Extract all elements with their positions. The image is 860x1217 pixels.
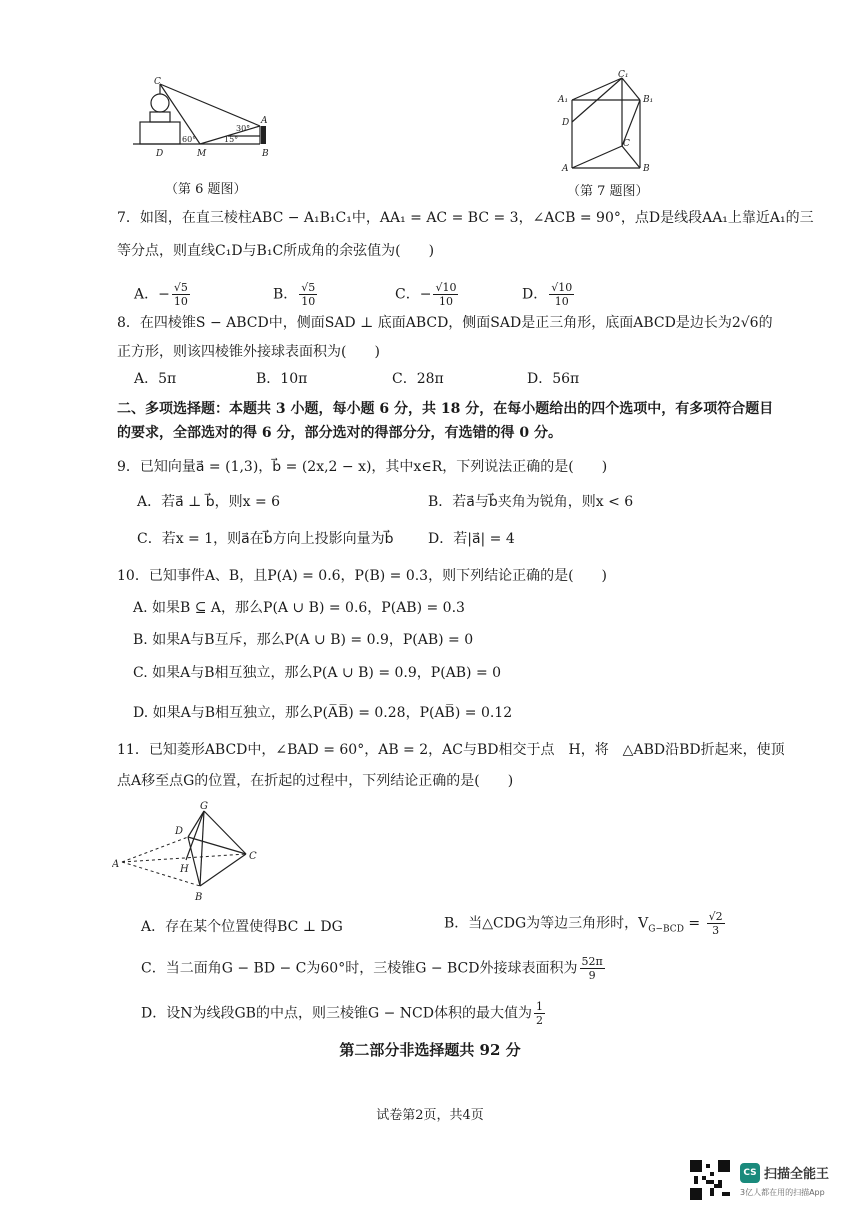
qr-code-icon <box>690 1160 730 1200</box>
figure-6 <box>128 76 288 166</box>
q11-option-b-num: √2 <box>708 910 723 923</box>
q7-option-d-num: √10 <box>551 281 573 294</box>
fig11-label-h: H <box>180 864 189 875</box>
scanner-tagline: 3亿人都在用的扫描App <box>740 1188 825 1197</box>
fig6-label-m: M <box>197 149 207 159</box>
q11-option-c-num: 52π <box>581 955 603 968</box>
q7-option-d <box>522 281 576 308</box>
q7-option-c-num: √10 <box>435 281 457 294</box>
q10-option-d: D. 如果A与B相互独立，那么P(A̅B̅) = 0.28，P(AB̅) = 0.12 <box>133 705 513 721</box>
figure-11 <box>112 797 272 905</box>
q9-option-d: D．若|a⃗| = 4 <box>428 531 515 547</box>
q11-option-b-text: B．当△CDG为等边三角形时，V <box>444 915 649 932</box>
q7-option-b <box>273 281 319 308</box>
page-footer: 试卷第2页，共4页 <box>376 1108 484 1123</box>
q11-option-a: A．存在某个位置使得BC ⊥ DG <box>141 919 343 935</box>
fig7-label-b: B <box>643 164 650 174</box>
q11-option-b-fraction <box>707 910 725 937</box>
fig6-label-b: B <box>262 149 269 159</box>
q10-option-c: C. 如果A与B相互独立，那么P(A ∪ B) = 0.9，P(AB) = 0 <box>133 665 502 681</box>
fig6-angle-15: 15° <box>224 135 239 144</box>
q7-option-a-fraction <box>172 281 190 308</box>
q7-option-d-fraction <box>549 281 574 308</box>
q11-stem-line1: 11．已知菱形ABCD中，∠BAD = 60°，AB = 2，AC与BD相交于点 H，将 △ABD沿BD折起来，使顶 <box>117 742 785 758</box>
fig7-label-a: A <box>562 164 569 174</box>
q11-option-b <box>444 910 727 939</box>
scanner-logo-icon: CS <box>740 1163 760 1183</box>
fig6-label-c: C <box>154 77 161 87</box>
q9-stem: 9．已知向量a⃗ = (1,3)，b⃗ = (2x,2 − x)，其中x∈R，下列说法正确的是( ) <box>117 459 608 475</box>
q11-option-b-sub: G−BCD <box>648 924 684 935</box>
fig7-label-d: D <box>562 118 570 128</box>
section2-heading-line2: 的要求，全部选对的得 6 分，部分选对的得部分分，有选错的得 0 分。 <box>117 425 562 441</box>
part2-heading: 第二部分非选择题共 92 分 <box>339 1041 521 1059</box>
fig6-label-d: D <box>156 149 164 159</box>
fig7-label-c1: C₁ <box>618 70 629 80</box>
figure-7 <box>556 70 666 174</box>
q7-option-b-fraction <box>299 281 317 308</box>
q10-stem: 10．已知事件A、B，且P(A) = 0.6，P(B) = 0.3，则下列结论正确的是( ) <box>117 568 608 584</box>
q8-option-a: A．5π <box>134 371 177 387</box>
q8-option-b: B．10π <box>256 371 308 387</box>
q7-option-c <box>395 281 460 308</box>
fig11-label-d: D <box>175 826 184 837</box>
fig11-label-g: G <box>200 801 208 812</box>
q11-option-b-den: 3 <box>712 924 720 937</box>
fig6-label-a: A <box>261 116 268 126</box>
q11-option-c-den: 9 <box>588 969 596 982</box>
fig11-label-b: B <box>195 892 203 903</box>
q7-option-c-label: C．− <box>395 286 432 303</box>
q7-option-b-label: B． <box>273 286 298 303</box>
q7-option-b-den: 10 <box>301 295 316 308</box>
q7-option-d-den: 10 <box>554 295 569 308</box>
q7-option-c-den: 10 <box>438 295 453 308</box>
q8-option-d: D．56π <box>527 371 580 387</box>
q9-option-b: B．若a⃗与b⃗夹角为锐角，则x < 6 <box>428 494 634 510</box>
q7-option-b-num: √5 <box>301 281 316 294</box>
q7-option-d-label: D． <box>522 286 548 303</box>
fig7-label-a1: A₁ <box>558 95 569 105</box>
q11-option-b-eq: = <box>683 915 705 932</box>
scanner-app-name: 扫描全能王 <box>764 1167 830 1182</box>
figure-7-caption: （第 7 题图） <box>567 184 649 199</box>
q9-option-a: A．若a⃗ ⊥ b⃗，则x = 6 <box>137 494 281 510</box>
q11-option-c-fraction <box>580 955 605 982</box>
q10-option-a: A. 如果B ⊆ A，那么P(A ∪ B) = 0.6，P(AB) = 0.3 <box>133 600 465 616</box>
section2-heading-line1: 二、多项选择题：本题共 3 小题，每小题 6 分，共 18 分，在每小题给出的四个选项中，有多项符合题目 <box>117 401 774 417</box>
q11-stem-line2: 点A移至点G的位置，在折起的过程中，下列结论正确的是( ) <box>117 773 514 789</box>
q11-option-d-fraction <box>534 1000 545 1027</box>
fig6-angle-60: 60° <box>182 135 197 144</box>
q8-option-c: C．28π <box>392 371 444 387</box>
q10-option-b: B. 如果A与B互斥，那么P(A ∪ B) = 0.9，P(AB) = 0 <box>133 632 474 648</box>
q11-option-d-num: 1 <box>535 1000 543 1013</box>
q8-stem-line2: 正方形，则该四棱锥外接球表面积为( ) <box>117 344 380 360</box>
q7-stem-line1: 7．如图，在直三棱柱ABC − A₁B₁C₁中，AA₁ = AC = BC = 3，∠ACB = 90°，点D是线段AA₁上靠近A₁的三 <box>117 210 814 226</box>
fig7-label-c: C <box>623 139 630 149</box>
q11-option-d-den: 2 <box>535 1014 543 1027</box>
fig11-label-c: C <box>249 851 257 862</box>
q7-option-a-label: A．− <box>134 286 170 303</box>
q11-option-d <box>141 1000 547 1027</box>
q7-option-c-fraction <box>433 281 458 308</box>
q7-option-a-den: 10 <box>173 295 188 308</box>
q11-option-c-text: C．当二面角G − BD − C为60°时，三棱锥G − BCD外接球表面积为 <box>141 960 578 977</box>
q7-option-a-num: √5 <box>173 281 188 294</box>
q7-option-a <box>134 281 192 308</box>
q8-stem-line1: 8．在四棱锥S − ABCD中，侧面SAD ⊥ 底面ABCD，侧面SAD是正三角形，底面ABCD是边长为2√6的 <box>117 315 773 331</box>
fig11-label-a: A <box>112 859 120 870</box>
q11-option-d-text: D．设N为线段GB的中点，则三棱锥G − NCD体积的最大值为 <box>141 1005 532 1022</box>
q9-option-c: C．若x = 1，则a⃗在b⃗方向上投影向量为b⃗ <box>137 531 394 547</box>
q7-stem-line2: 等分点，则直线C₁D与B₁C所成角的余弦值为( ) <box>117 243 435 259</box>
fig7-label-b1: B₁ <box>643 95 654 105</box>
q11-option-c <box>141 955 607 982</box>
fig6-angle-30: 30° <box>236 124 251 133</box>
figure-6-caption: （第 6 题图） <box>165 182 247 197</box>
